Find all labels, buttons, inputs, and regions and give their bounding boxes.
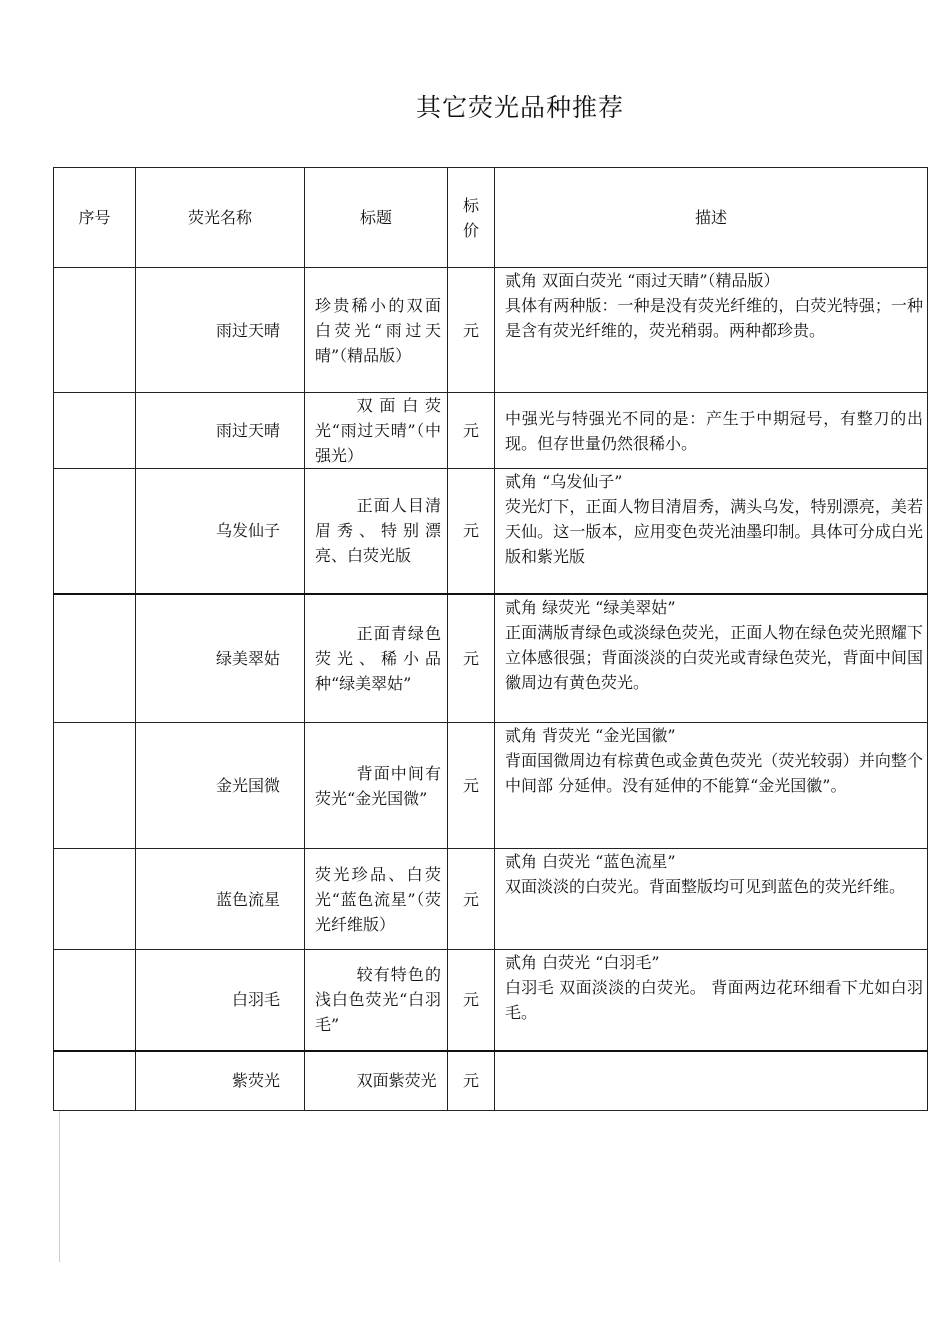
desc-line1: 贰角 白荧光 “蓝色流星” <box>505 852 676 871</box>
desc-line1: 贰角 白荧光 “白羽毛” <box>505 953 660 972</box>
table-row <box>54 723 928 849</box>
table-row <box>54 268 928 393</box>
desc-line1: 贰角 绿荧光 “绿美翠姑” <box>505 597 676 617</box>
row-description <box>495 469 928 594</box>
desc-line2: 白羽毛 双面淡淡的白荧光。 背面两边花环细看下尤如白羽毛。 <box>505 978 923 1022</box>
row-description <box>495 723 928 849</box>
row-title <box>305 723 448 849</box>
row-title <box>305 950 448 1051</box>
row-title: 荧光珍品、白荧光“蓝色流星”（荧光纤维版） <box>305 849 448 950</box>
table-row <box>54 594 928 723</box>
row-description <box>495 268 928 393</box>
row-title <box>305 594 448 723</box>
row-description <box>495 393 928 469</box>
header-price <box>448 168 495 268</box>
header-price-line1: 标 <box>462 195 479 215</box>
row-title: 珍贵稀小的双面白荧光“雨过天晴”（精品版） <box>305 268 448 393</box>
row-price: 元 <box>448 268 495 393</box>
row-description <box>495 849 928 950</box>
row-description <box>495 594 928 723</box>
row-name: 雨过天晴 <box>136 268 305 393</box>
table-row <box>54 950 928 1051</box>
row-description <box>495 950 928 1051</box>
row-price: 元 <box>448 849 495 950</box>
table-row <box>54 393 928 469</box>
desc-line1: 贰角 背荧光 “金光国徽” <box>505 726 676 745</box>
row-index <box>54 469 136 594</box>
desc-line1: 中强光与特强光不同的是：产生于中期冠号，有整刀的出现。但存世量仍然很稀小。 <box>505 408 923 453</box>
row-price: 元 <box>448 723 495 849</box>
row-title <box>305 1051 448 1111</box>
desc-line2: 具体有两种版：一种是没有荧光纤维的，白荧光特强；一种是含有荧光纤维的，荧光稍弱。两种都珍贵。 <box>505 296 923 340</box>
row-price: 元 <box>448 393 495 469</box>
row-price: 元 <box>448 594 495 723</box>
header-title: 标题 <box>305 168 448 268</box>
row-title <box>305 393 448 469</box>
row-price: 元 <box>448 950 495 1051</box>
table-header-row <box>54 168 928 268</box>
table-row <box>54 469 928 594</box>
row-title-text: 背面中间有荧光“金光国微” <box>315 763 441 808</box>
row-title-text: 正面人目清眉秀、特别漂亮、白荧光版 <box>315 496 441 566</box>
row-index <box>54 849 136 950</box>
header-index: 序号 <box>54 168 136 268</box>
row-name: 紫荧光 <box>136 1051 305 1111</box>
row-name: 蓝色流星 <box>136 849 305 950</box>
row-title-text: 双面白荧光“雨过天晴”（中强光） <box>315 396 441 465</box>
row-index <box>54 268 136 393</box>
row-name: 绿美翠姑 <box>136 594 305 723</box>
desc-line2: 正面满版青绿色或淡绿色荧光，正面人物在绿色荧光照耀下立体感很强；背面淡淡的白荧光或青绿色荧光，背面中间国徽周边有黄色荧光。 <box>505 622 923 692</box>
row-index <box>54 1051 136 1111</box>
table-row <box>54 849 928 950</box>
table-row <box>54 1051 928 1111</box>
row-price: 元 <box>448 469 495 594</box>
page-title: 其它荧光品种推荐 <box>415 93 624 122</box>
row-title <box>305 469 448 594</box>
desc-line2: 荧光灯下，正面人物目清眉秀，满头乌发，特别漂亮，美若天仙。这一版本，应用变色荧光油墨印制。具体可分成白光版和紫光版 <box>505 497 923 566</box>
row-title-text: 较有特色的浅白色荧光“白羽毛” <box>315 965 441 1035</box>
row-price: 元 <box>448 1051 495 1111</box>
row-index <box>54 594 136 723</box>
header-name: 荧光名称 <box>136 168 305 268</box>
row-name: 乌发仙子 <box>136 469 305 594</box>
desc-line2: 双面淡淡的白荧光。背面整版均可见到蓝色的荧光纤维。 <box>505 877 906 896</box>
row-index <box>54 950 136 1051</box>
header-description: 描述 <box>495 168 928 268</box>
desc-line1: 贰角 “乌发仙子” <box>505 472 623 491</box>
row-name: 白羽毛 <box>136 950 305 1051</box>
row-index <box>54 393 136 469</box>
row-title-text: 双面紫荧光 <box>356 1071 437 1091</box>
desc-line2: 背面国微周边有棕黄色或金黄色荧光（荧光较弱）并向整个中间部 分延伸。没有延伸的不能算“金光国徽”。 <box>505 751 923 795</box>
row-title-text: 正面青绿色荧光、稀小品种“绿美翠姑” <box>315 623 441 693</box>
row-name: 金光国微 <box>136 723 305 849</box>
page-margin-line <box>59 1111 60 1262</box>
row-index <box>54 723 136 849</box>
desc-line1: 贰角 双面白荧光 “雨过天睛”（精品版） <box>505 271 780 290</box>
row-description <box>495 1051 928 1111</box>
row-name: 雨过天晴 <box>136 393 305 469</box>
variety-table <box>53 167 928 1111</box>
header-price-line2: 价 <box>462 220 479 240</box>
